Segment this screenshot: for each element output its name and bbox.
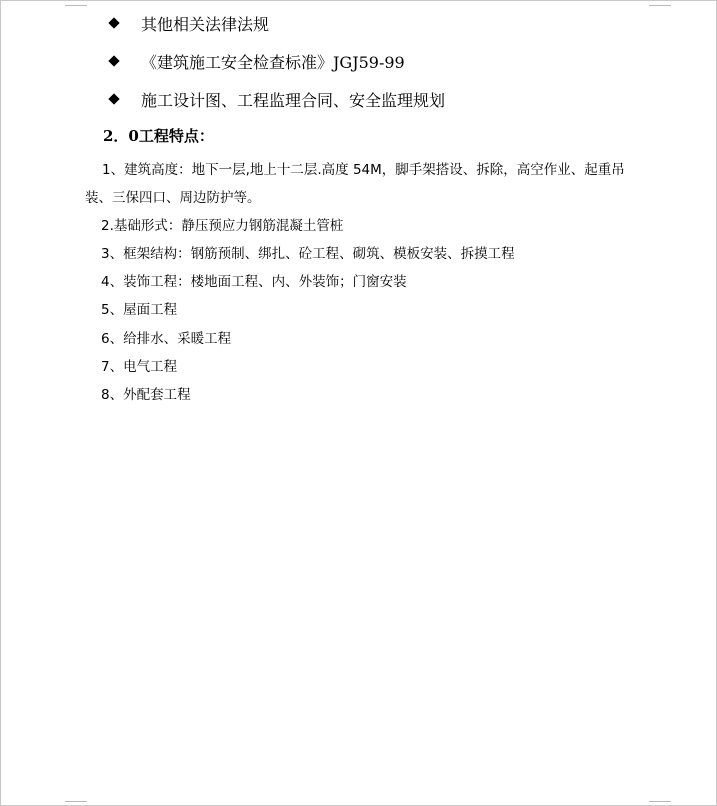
feature-item-foundation: 2.基础形式：静压预应力钢筋混凝土管桩 <box>101 218 344 234</box>
bullet-item-design-drawings <box>107 86 445 112</box>
feature-item-external: 8、外配套工程 <box>101 387 191 403</box>
diamond-icon <box>108 17 119 28</box>
diamond-icon <box>108 93 119 104</box>
feature-item-roof: 5、屋面工程 <box>101 302 178 318</box>
section-heading: 2．0工程特点： <box>103 127 214 145</box>
feature-item-frame: 3、框架结构：钢筋预制、绑扎、砼工程、砌筑、模板安装、拆摸工程 <box>101 246 515 262</box>
bullet-item-safety-standard <box>107 48 405 74</box>
bullet-text: 其他相关法律法规 <box>141 14 270 34</box>
crop-mark-top-left <box>65 5 87 6</box>
crop-mark-top-right <box>649 5 671 6</box>
feature-item-decoration: 4、装饰工程：楼地面工程、内、外装饰；门窗安装 <box>101 274 407 290</box>
bullet-text: 《建筑施工安全检查标准》JGJ59-99 <box>141 52 405 72</box>
feature-item-height: 1、建筑高度：地下一层,地上十二层.高度 54M，脚手架搭设、拆除，高空作业、起重吊 <box>102 162 625 178</box>
diamond-icon <box>108 55 119 66</box>
feature-item-electrical: 7、电气工程 <box>101 359 178 375</box>
bullet-item-laws <box>107 10 269 36</box>
feature-item-plumbing: 6、给排水、采暖工程 <box>101 331 232 347</box>
crop-mark-bottom-right <box>649 801 671 802</box>
bullet-text: 施工设计图、工程监理合同、安全监理规划 <box>141 90 446 110</box>
feature-item-height-continued: 装、三保四口、周边防护等。 <box>85 190 261 206</box>
crop-mark-bottom-left <box>65 801 87 802</box>
